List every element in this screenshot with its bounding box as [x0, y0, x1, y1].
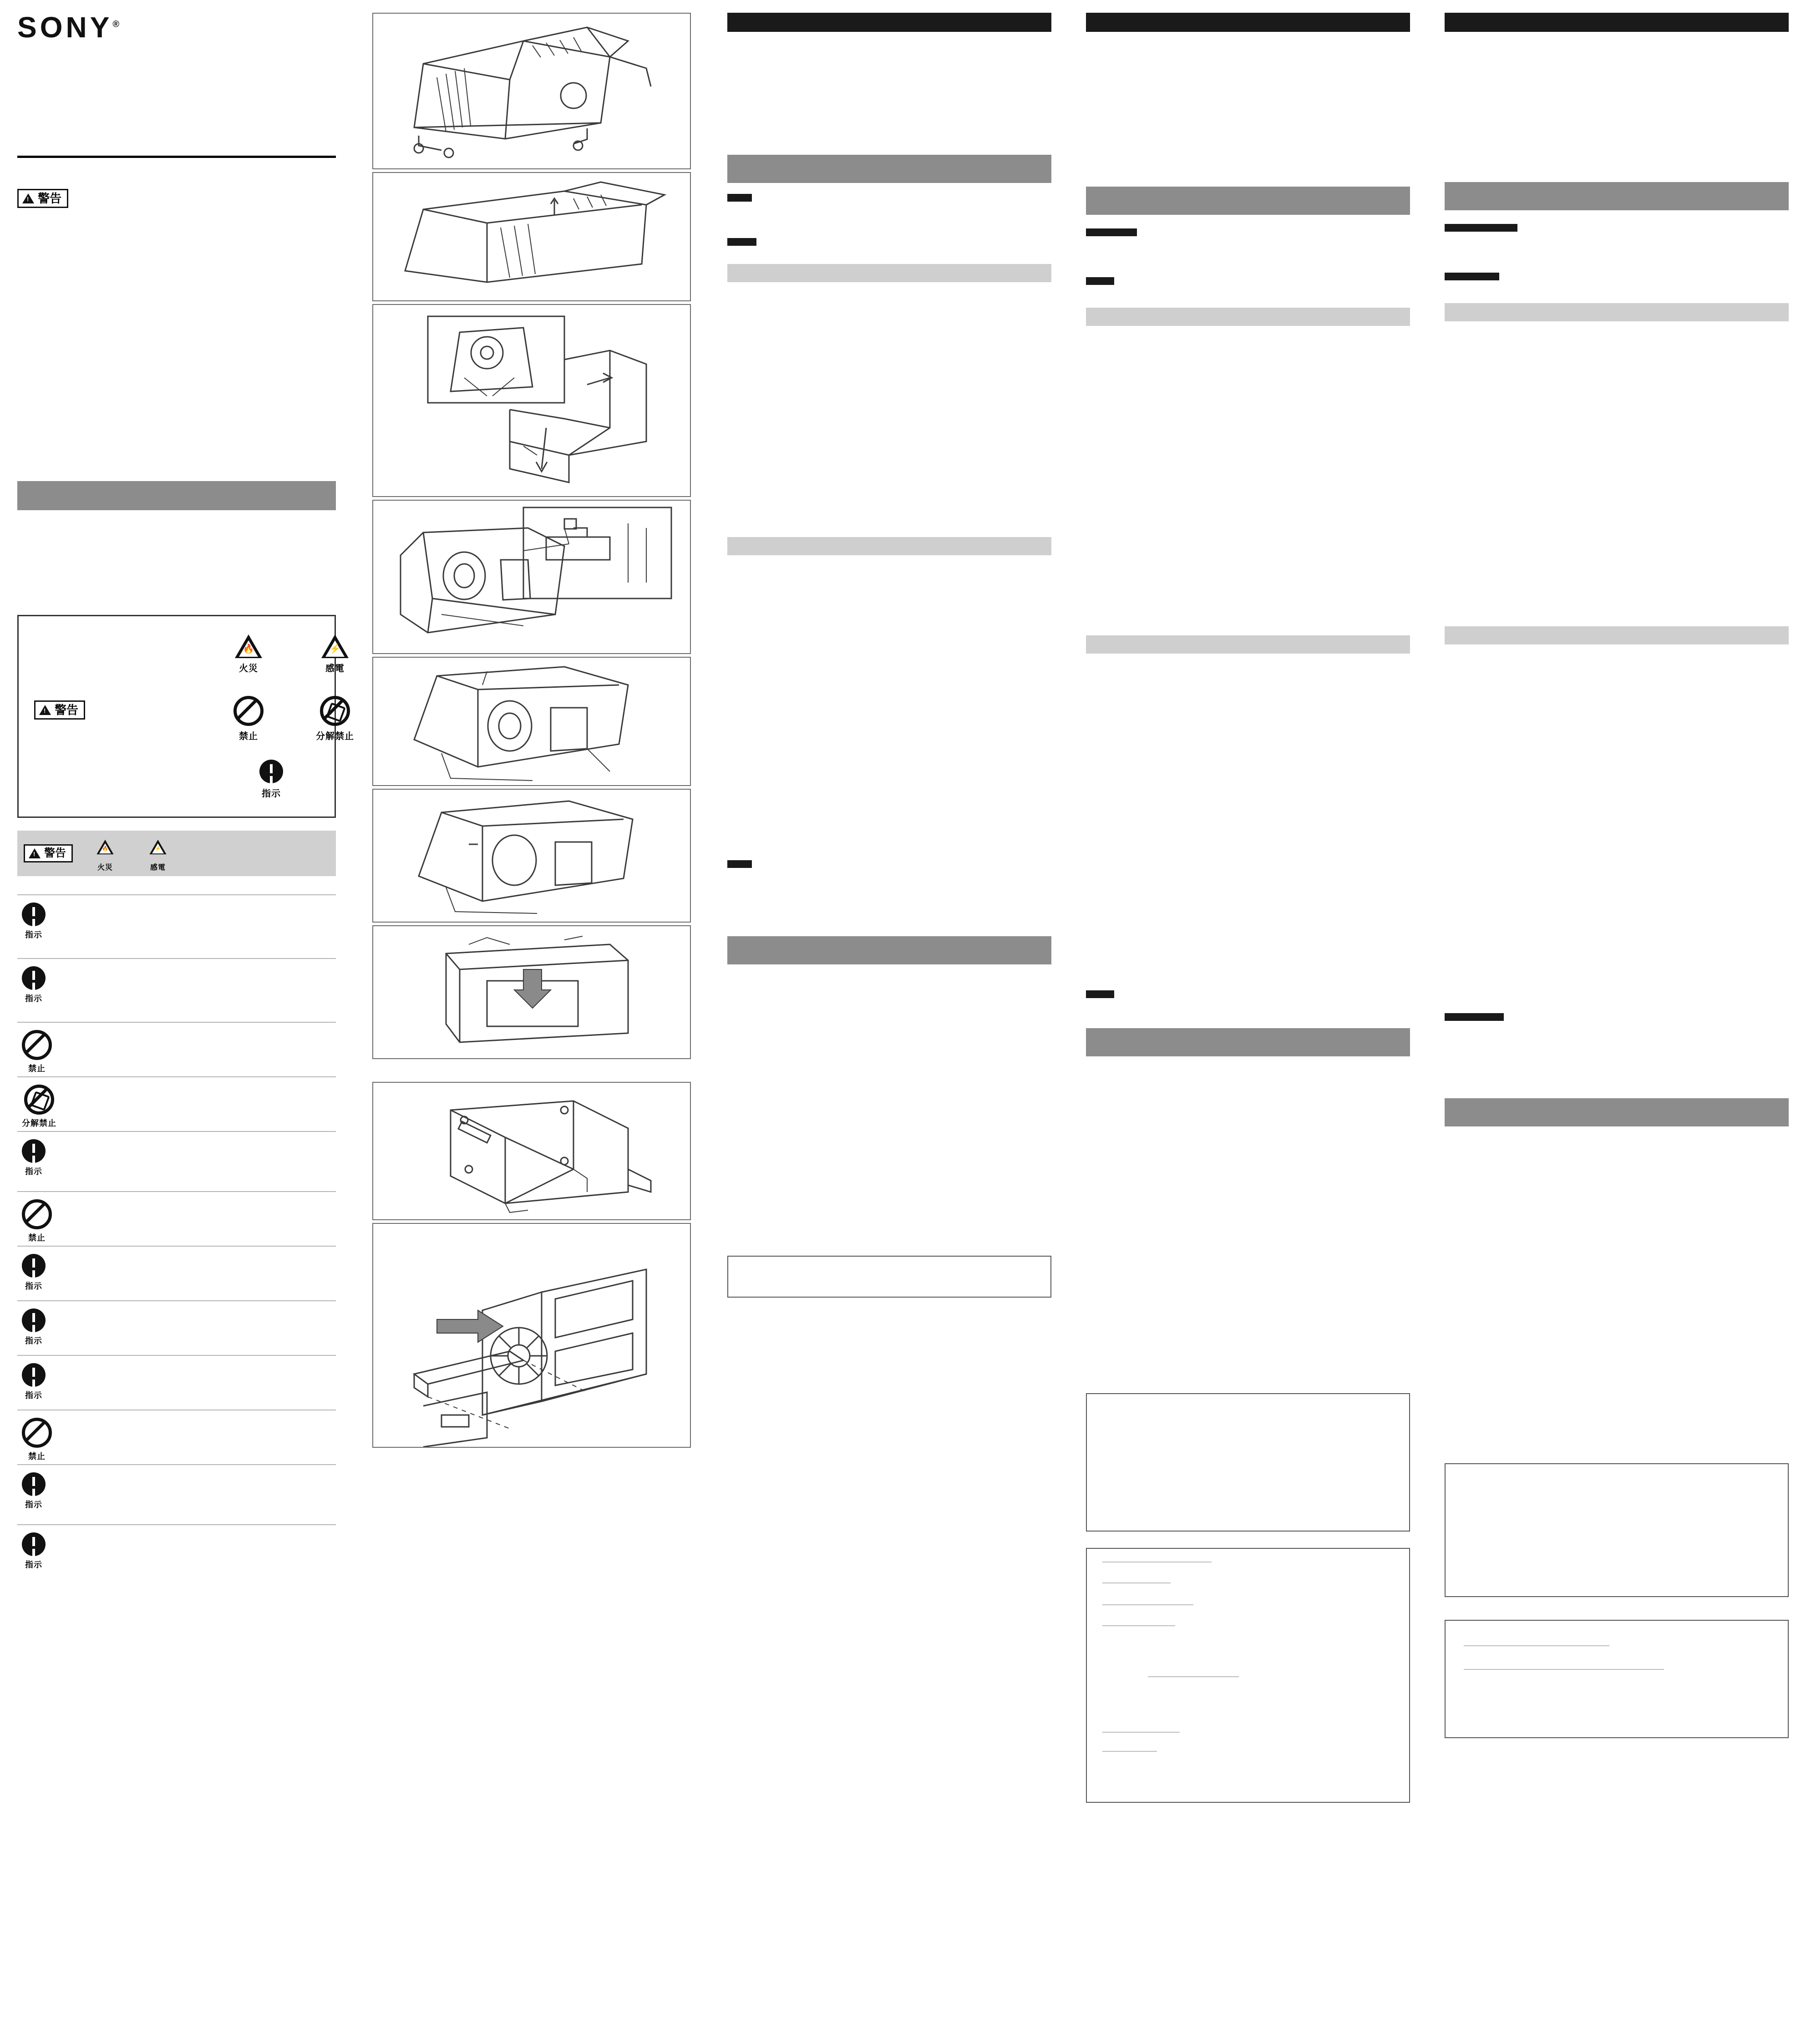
prohibition-caption: 禁止 — [239, 731, 258, 741]
figure-lamp-install — [372, 789, 691, 923]
section-title-bar — [727, 936, 1051, 964]
instruction-icon — [22, 903, 46, 940]
prohibition-circle — [22, 1030, 52, 1060]
instruction-icon — [22, 1532, 46, 1570]
instruction-circle — [22, 1472, 46, 1496]
instruction-icon — [22, 1139, 46, 1177]
spec-table-box — [1086, 1548, 1410, 1803]
column-text-4 — [1086, 13, 1410, 1803]
signature-box — [1445, 1620, 1789, 1738]
prohibition-circle — [22, 1418, 52, 1448]
subsection-marker — [1445, 224, 1517, 232]
no-disassembly-caption: 分解禁止 — [316, 731, 354, 741]
sony-wordmark: SONY — [17, 11, 113, 44]
list-item — [17, 1131, 336, 1191]
subsection-marker — [1086, 277, 1114, 285]
instruction-caption: 指示 — [262, 789, 281, 799]
instruction-icon — [22, 1309, 46, 1346]
no-disassembly-circle — [24, 1085, 54, 1115]
fire-warning-icon — [85, 835, 126, 872]
warning-triangle-icon — [39, 705, 51, 715]
warning-triangle-icon — [22, 193, 34, 203]
subsection-marker — [1086, 990, 1114, 998]
item-caption: 指示 — [25, 1336, 42, 1345]
safety-symbols-box — [17, 615, 354, 818]
electric-shock-warning-icon — [137, 835, 178, 872]
figure-lamp-door-open — [372, 657, 691, 786]
no-disassembly-circle — [320, 696, 350, 726]
instruction-circle — [22, 1139, 46, 1163]
section-title-bar — [1445, 1098, 1789, 1126]
shock-warning-caption: 感電 — [325, 664, 345, 674]
no-disassembly-icon — [22, 1085, 56, 1129]
subsection-marker — [727, 860, 752, 868]
list-item — [17, 894, 336, 958]
warning-chip-band-label: 警告 — [44, 847, 66, 859]
note-band — [727, 537, 1051, 555]
shock-warning-caption: 感電 — [150, 863, 166, 872]
item-caption: 指示 — [25, 1560, 42, 1569]
warning-chip-box — [34, 700, 85, 720]
no-disassembly-icon — [301, 696, 369, 742]
list-item — [17, 1300, 336, 1355]
instruction-icon — [22, 1363, 46, 1401]
instruction-circle — [22, 1254, 46, 1278]
item-caption: 指示 — [25, 1500, 42, 1509]
warning-chip-top — [17, 189, 68, 208]
item-caption: 指示 — [25, 1391, 42, 1400]
lamp-connector-detail-drawing — [373, 501, 691, 653]
fire-warning-triangle: 🔥 — [235, 634, 262, 658]
shock-warning-triangle: ⚡ — [149, 839, 166, 854]
section-band-1 — [17, 481, 336, 510]
prohibition-circle — [233, 696, 264, 726]
projector-top-open-drawing — [373, 14, 691, 168]
callout-box — [1086, 1393, 1410, 1532]
figure-lamp-unit-removal — [372, 304, 691, 497]
lamp-install-drawing — [373, 790, 691, 922]
column-text-3 — [727, 13, 1051, 1298]
subsection-marker — [1445, 273, 1499, 280]
fire-warning-icon — [214, 634, 283, 674]
note-band — [727, 264, 1051, 282]
figure-lamp-push-in — [372, 925, 691, 1059]
warning-band — [17, 831, 336, 876]
note-band — [1086, 308, 1410, 326]
prohibition-icon — [214, 696, 283, 742]
projector-side-panel-drawing — [373, 173, 691, 300]
list-item — [17, 1022, 336, 1076]
prohibition-circle — [22, 1199, 52, 1229]
section-header-bar — [727, 13, 1051, 32]
instruction-circle — [22, 1309, 46, 1332]
column-illustrations — [372, 13, 691, 1448]
callout-box — [727, 1256, 1051, 1298]
figure-filter-install — [372, 1223, 691, 1448]
note-band — [1086, 635, 1410, 654]
instruction-circle — [22, 1363, 46, 1387]
warning-chip-label: 警告 — [38, 192, 62, 205]
prohibition-icon — [22, 1199, 52, 1243]
item-caption: 指示 — [25, 930, 42, 939]
lamp-door-open-drawing — [373, 658, 691, 785]
item-caption: 禁止 — [28, 1452, 46, 1461]
fire-warning-caption: 火災 — [97, 863, 113, 872]
shock-warning-triangle: ⚡ — [321, 634, 349, 658]
lamp-unit-removal-drawing — [373, 305, 691, 496]
section-header-bar — [1445, 13, 1789, 32]
figure-filter-unit — [372, 1082, 691, 1220]
column-text-5 — [1445, 13, 1789, 1738]
section-title-bar — [1086, 1028, 1410, 1056]
subsection-marker — [727, 194, 752, 202]
figure-projector-top-open — [372, 13, 691, 169]
electric-shock-warning-icon — [301, 634, 369, 674]
subsection-marker — [1086, 228, 1137, 236]
sony-logo — [17, 13, 336, 42]
fire-warning-triangle: 🔥 — [96, 839, 113, 854]
list-item — [17, 1076, 336, 1131]
instruction-icon — [22, 966, 46, 1004]
list-item — [17, 1464, 336, 1524]
item-caption: 禁止 — [28, 1064, 46, 1073]
column-safety-notices — [17, 11, 354, 1584]
figure-lamp-connector-detail — [372, 500, 691, 654]
fire-warning-caption: 火災 — [239, 664, 258, 674]
note-band — [1445, 626, 1789, 644]
section-title-bar — [727, 155, 1051, 183]
figure-projector-side-panel — [372, 172, 691, 301]
filter-unit-drawing — [373, 1083, 691, 1219]
warning-chip-band — [24, 844, 73, 862]
instruction-icon — [22, 1254, 46, 1292]
item-caption: 分解禁止 — [22, 1119, 56, 1128]
warning-chip-label: 警告 — [55, 703, 79, 717]
instruction-circle — [259, 760, 283, 783]
instruction-circle — [22, 903, 46, 926]
instruction-icon — [237, 760, 305, 799]
instruction-icon — [22, 1472, 46, 1510]
subsection-marker — [1445, 1013, 1504, 1021]
list-item — [17, 1355, 336, 1410]
warning-triangle-icon — [29, 848, 41, 858]
item-caption: 指示 — [25, 994, 42, 1003]
item-caption: 指示 — [25, 1282, 42, 1291]
prohibition-icon — [22, 1030, 52, 1074]
list-item — [17, 1524, 336, 1584]
lamp-push-in-drawing — [373, 926, 691, 1058]
section-header-bar — [1086, 13, 1410, 32]
filter-install-drawing — [373, 1224, 691, 1447]
list-item — [17, 1410, 336, 1464]
callout-box — [1445, 1463, 1789, 1597]
instruction-circle — [22, 1532, 46, 1556]
registered-mark: ® — [112, 19, 120, 30]
list-item — [17, 1246, 336, 1300]
list-item — [17, 958, 336, 1022]
item-caption: 指示 — [25, 1167, 42, 1176]
section-title-bar — [1445, 182, 1789, 210]
list-item — [17, 1191, 336, 1246]
warning-item-list — [17, 894, 336, 1584]
section-title-bar — [1086, 187, 1410, 215]
note-band — [1445, 303, 1789, 321]
item-caption: 禁止 — [28, 1233, 46, 1243]
instruction-circle — [22, 966, 46, 990]
subsection-marker — [727, 238, 756, 246]
prohibition-icon — [22, 1418, 52, 1462]
